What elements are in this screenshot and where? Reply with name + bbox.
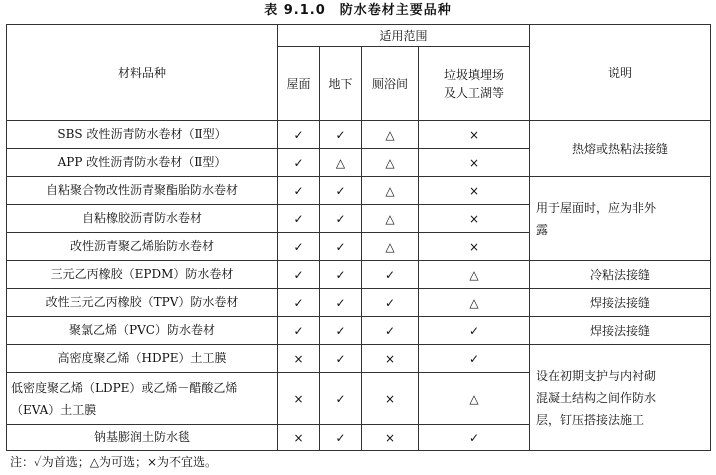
cell-landfill: △ (419, 261, 530, 289)
cell-underground: ✓ (320, 205, 362, 233)
cell-bathroom: × (362, 345, 419, 373)
header-material: 材料品种 (7, 25, 278, 121)
cell-underground: ✓ (320, 289, 362, 317)
cell-bathroom: △ (362, 205, 419, 233)
note-roof-exposed-line1: 用于屋面时，应为非外 (536, 200, 657, 215)
material-name: 高密度聚乙烯（HDPE）土工膜 (7, 345, 278, 373)
note-roof-exposed (530, 177, 711, 261)
cell-bathroom: △ (362, 121, 419, 149)
cell-roof: × (278, 425, 320, 451)
note-support-line3: 层，钉压搭接法施工 (536, 412, 645, 427)
table-row (7, 121, 711, 149)
header-note: 说明 (530, 25, 711, 121)
cell-bathroom: ✓ (362, 261, 419, 289)
cell-roof: ✓ (278, 205, 320, 233)
cell-landfill: ✓ (419, 317, 530, 345)
cell-underground: ✓ (320, 121, 362, 149)
cell-roof: × (278, 345, 320, 373)
cell-bathroom: △ (362, 233, 419, 261)
material-name: 自粘橡胶沥青防水卷材 (7, 205, 278, 233)
cell-roof: ✓ (278, 149, 320, 177)
cell-landfill: × (419, 177, 530, 205)
cell-bathroom: ✓ (362, 317, 419, 345)
material-name (7, 373, 278, 425)
cell-underground: ✓ (320, 261, 362, 289)
note-roof-exposed-line2: 露 (536, 222, 549, 237)
cell-landfill: × (419, 233, 530, 261)
table-row (7, 317, 711, 345)
table-row (7, 177, 711, 205)
cell-landfill: ✓ (419, 425, 530, 451)
cell-bathroom: △ (362, 149, 419, 177)
header-landfill (419, 47, 530, 121)
cell-roof: ✓ (278, 121, 320, 149)
cell-roof: ✓ (278, 177, 320, 205)
table-row (7, 261, 711, 289)
cell-landfill: ✓ (419, 345, 530, 373)
cell-underground: △ (320, 149, 362, 177)
header-underground: 地下 (320, 47, 362, 121)
cell-underground: ✓ (320, 177, 362, 205)
note-support-line1: 设在初期支护与内衬砌 (536, 368, 657, 383)
cell-underground: ✓ (320, 317, 362, 345)
material-name: 三元乙丙橡胶（EPDM）防水卷材 (7, 261, 278, 289)
cell-roof: × (278, 373, 320, 425)
cell-landfill: × (419, 205, 530, 233)
cell-bathroom: × (362, 425, 419, 451)
cell-underground: ✓ (320, 373, 362, 425)
cell-roof: ✓ (278, 317, 320, 345)
header-landfill-line2: 及人工湖等 (444, 85, 505, 100)
material-name: 聚氯乙烯（PVC）防水卷材 (7, 317, 278, 345)
cell-roof: ✓ (278, 233, 320, 261)
material-name-line1: 低密度聚乙烯（LDPE）或乙烯－醋酸乙烯 (11, 380, 238, 395)
cell-roof: ✓ (278, 261, 320, 289)
header-bathroom: 厕浴间 (362, 47, 419, 121)
material-name: 改性沥青聚乙烯胎防水卷材 (7, 233, 278, 261)
cell-landfill: △ (419, 289, 530, 317)
material-name: APP 改性沥青防水卷材（Ⅱ型） (7, 149, 278, 177)
header-roof: 屋面 (278, 47, 320, 121)
material-name: 自粘聚合物改性沥青聚酯胎防水卷材 (7, 177, 278, 205)
cell-landfill: × (419, 121, 530, 149)
note-support-line2: 混凝土结构之间作防水 (536, 390, 657, 405)
table-row (7, 345, 711, 373)
note-hot-melt: 热熔或热粘法接缝 (530, 121, 711, 177)
cell-underground: ✓ (320, 233, 362, 261)
cell-roof: ✓ (278, 289, 320, 317)
cell-underground: ✓ (320, 425, 362, 451)
note-weld: 焊接法接缝 (530, 317, 711, 345)
table-footnote: 注：✓为首选；△为可选；×为不宜选。 (10, 455, 218, 469)
header-landfill-line1: 垃圾填埋场 (444, 67, 505, 82)
table-row (7, 289, 711, 317)
cell-landfill: × (419, 149, 530, 177)
table-title: 表 9.1.0 防水卷材主要品种 (264, 3, 452, 18)
material-name: 钠基膨润土防水毯 (7, 425, 278, 451)
note-support (530, 345, 711, 451)
cell-bathroom: △ (362, 177, 419, 205)
material-name-line2: （EVA）土工膜 (11, 402, 97, 417)
cell-underground: ✓ (320, 345, 362, 373)
cell-landfill: △ (419, 373, 530, 425)
cell-bathroom: ✓ (362, 289, 419, 317)
membrane-table (6, 24, 711, 451)
material-name: 改性三元乙丙橡胶（TPV）防水卷材 (7, 289, 278, 317)
header-scope: 适用范围 (278, 25, 530, 47)
material-name: SBS 改性沥青防水卷材（Ⅱ型） (7, 121, 278, 149)
note-weld: 焊接法接缝 (530, 289, 711, 317)
note-cold-bond: 冷粘法接缝 (530, 261, 711, 289)
cell-bathroom: × (362, 373, 419, 425)
